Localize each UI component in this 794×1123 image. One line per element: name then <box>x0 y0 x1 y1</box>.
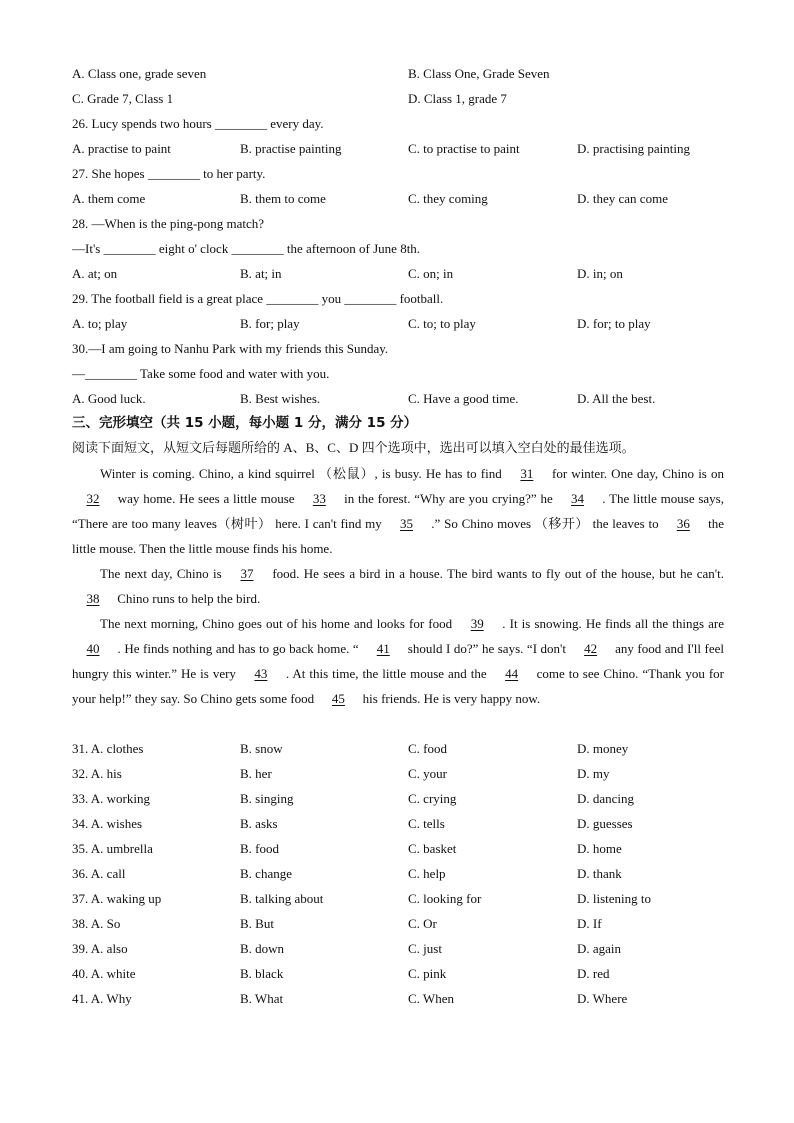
q41-option-a: 41. A. Why <box>72 991 132 1006</box>
blank-36: 36 <box>676 516 690 531</box>
q41-option-d: D. Where <box>577 991 628 1006</box>
q29-option-b: B. for; play <box>240 316 300 331</box>
passage-text: for winter. One day, Chino is on <box>547 466 724 481</box>
q41-option-c: C. When <box>408 991 454 1006</box>
q30-option-a: A. Good luck. <box>72 391 146 406</box>
blank-33: 33 <box>312 491 326 506</box>
q35-option-a: 35. A. umbrella <box>72 841 153 856</box>
q26-stem-part: every day. <box>267 116 324 131</box>
q34-option-c: C. tells <box>408 816 445 831</box>
q29-option-c: C. to; to play <box>408 316 476 331</box>
q39-option-b: B. down <box>240 941 285 956</box>
q28-stem-part: —It's <box>72 241 104 256</box>
q29-option-a: A. to; play <box>72 316 128 331</box>
q33-option-c: C. crying <box>408 791 457 806</box>
q28-stem-1: 28. —When is the ping-pong match? <box>72 216 265 231</box>
q40-option-a: 40. A. white <box>72 966 136 981</box>
passage-text: Winter is coming. Chino, a kind squirrel （松鼠）, is busy. He has to find <box>100 466 506 481</box>
q39-option-c: C. just <box>408 941 442 956</box>
q31-option-b: B. snow <box>240 741 283 756</box>
passage-text: . The little mouse says, “There are too many leaves（树叶） here. I can't find my <box>72 491 724 531</box>
q31-option-a: 31. A. clothes <box>72 741 144 756</box>
section-heading: 三、完形填空（共 15 小题，每小题 1 分，满分 15 分） <box>72 415 418 431</box>
q29-blank-1: ________ <box>266 291 319 306</box>
blank-42: 42 <box>584 641 598 656</box>
q28-option-a: A. at; on <box>72 266 118 281</box>
passage-text: way home. He sees a little mouse <box>114 491 299 506</box>
q36-option-a: 36. A. call <box>72 866 126 881</box>
q26-stem-part: 26. Lucy spends two hours <box>72 116 215 131</box>
q25-option-b: B. Class One, Grade Seven <box>408 66 550 81</box>
q30-blank: ________ <box>85 366 137 381</box>
q32-option-a: 32. A. his <box>72 766 122 781</box>
q38-option-b: B. But <box>240 916 274 931</box>
blank-31: 31 <box>520 466 534 481</box>
blank-44: 44 <box>505 666 519 681</box>
q37-option-b: B. talking about <box>240 891 324 906</box>
q30-stem-part: — <box>72 366 85 381</box>
q36-option-c: C. help <box>408 866 446 881</box>
q27-stem-part: to her party. <box>199 166 266 181</box>
q27-stem <box>72 165 265 183</box>
q28-option-c: C. on; in <box>408 266 454 281</box>
q28-stem-part: eight o' clock <box>155 241 232 256</box>
q36-option-d: D. thank <box>577 866 622 881</box>
q37-option-d: D. listening to <box>577 891 652 906</box>
q31-option-c: C. food <box>408 741 447 756</box>
passage-text: Chino runs to help the bird. <box>114 591 261 606</box>
q28-option-d: D. in; on <box>577 266 623 281</box>
q37-option-c: C. looking for <box>408 891 482 906</box>
q26-stem <box>72 115 324 133</box>
q35-option-b: B. food <box>240 841 279 856</box>
passage-text: .” So Chino moves （移开） the leaves to <box>427 516 663 531</box>
q40-option-d: D. red <box>577 966 610 981</box>
q26-option-a: A. practise to paint <box>72 141 171 156</box>
q29-stem <box>72 290 443 308</box>
q26-option-c: C. to practise to paint <box>408 141 520 156</box>
q29-stem-part: 29. The football field is a great place <box>72 291 267 306</box>
q40-option-b: B. black <box>240 966 284 981</box>
q27-blank: ________ <box>147 166 200 181</box>
q34-option-b: B. asks <box>240 816 278 831</box>
q27-option-b: B. them to come <box>240 191 326 206</box>
q39-option-d: D. again <box>577 941 622 956</box>
q28-option-b: B. at; in <box>240 266 282 281</box>
passage-paragraph-1 <box>72 461 724 561</box>
q32-option-c: C. your <box>408 766 447 781</box>
passage-text: . He finds nothing and has to go back home. “ <box>114 641 363 656</box>
q33-option-d: D. dancing <box>577 791 635 806</box>
q39-option-a: 39. A. also <box>72 941 128 956</box>
q28-stem-2 <box>72 240 420 258</box>
blank-41: 41 <box>376 641 390 656</box>
passage-text: the little mouse. Then the little mouse finds his home. <box>72 516 724 556</box>
passage-text: in the forest. “Why are you crying?” he <box>340 491 557 506</box>
q26-option-d: D. practising painting <box>577 141 691 156</box>
q27-option-a: A. them come <box>72 191 146 206</box>
q34-option-d: D. guesses <box>577 816 633 831</box>
q38-option-a: 38. A. So <box>72 916 121 931</box>
q26-option-b: B. practise painting <box>240 141 342 156</box>
q30-stem-part: Take some food and water with you. <box>137 366 330 381</box>
passage-text: food. He sees a bird in a house. The bird wants to fly out of the house, but he can't. <box>268 566 724 581</box>
q32-option-b: B. her <box>240 766 272 781</box>
passage-text: should I do?” he says. “I don't <box>404 641 570 656</box>
blank-40: 40 <box>86 641 100 656</box>
q30-stem-2 <box>72 365 329 383</box>
q37-option-a: 37. A. waking up <box>72 891 162 906</box>
blank-35: 35 <box>400 516 414 531</box>
q28-stem-part: the afternoon of June 8th. <box>283 241 421 256</box>
q25-option-a: A. Class one, grade seven <box>72 66 207 81</box>
blank-43: 43 <box>254 666 268 681</box>
blank-34: 34 <box>571 491 585 506</box>
q30-option-d: D. All the best. <box>577 391 656 406</box>
q29-stem-part: you <box>318 291 345 306</box>
passage-text: . It is snowing. He finds all the things are <box>498 616 725 631</box>
passage-text: The next day, Chino is <box>100 566 226 581</box>
q28-blank-2: ________ <box>231 241 284 256</box>
q30-stem-1: 30.—I am going to Nanhu Park with my friends this Sunday. <box>72 341 389 356</box>
q29-stem-part: football. <box>396 291 444 306</box>
q40-option-c: C. pink <box>408 966 447 981</box>
q41-option-b: B. What <box>240 991 284 1006</box>
passage-text: come to see Chino. “Thank you for your help!” they say. So Chino gets some food <box>72 666 724 706</box>
q35-option-c: C. basket <box>408 841 457 856</box>
q30-option-b: B. Best wishes. <box>240 391 321 406</box>
q33-option-b: B. singing <box>240 791 294 806</box>
q27-option-c: C. they coming <box>408 191 488 206</box>
blank-45: 45 <box>331 691 345 706</box>
q26-blank: ________ <box>215 116 267 131</box>
passage-text: The next morning, Chino goes out of his home and looks for food <box>100 616 457 631</box>
passage-text: . At this time, the little mouse and the <box>281 666 491 681</box>
q30-option-c: C. Have a good time. <box>408 391 519 406</box>
q36-option-b: B. change <box>240 866 292 881</box>
q32-option-d: D. my <box>577 766 610 781</box>
q29-option-d: D. for; to play <box>577 316 651 331</box>
passage-paragraph-2 <box>72 561 724 611</box>
q25-option-c: C. Grade 7, Class 1 <box>72 91 174 106</box>
q28-blank-1: ________ <box>103 241 156 256</box>
q33-option-a: 33. A. working <box>72 791 150 806</box>
q29-blank-2: ________ <box>344 291 397 306</box>
blank-38: 38 <box>86 591 100 606</box>
q38-option-d: D. If <box>577 916 602 931</box>
blank-39: 39 <box>470 616 484 631</box>
passage-paragraph-3 <box>72 611 724 711</box>
passage-text: any food and I'll feel hungry this winter.” He is very <box>72 641 724 681</box>
q35-option-d: D. home <box>577 841 622 856</box>
q38-option-c: C. Or <box>408 916 437 931</box>
q27-stem-part: 27. She hopes <box>72 166 148 181</box>
q25-option-d: D. Class 1, grade 7 <box>408 91 507 106</box>
q31-option-d: D. money <box>577 741 629 756</box>
q34-option-a: 34. A. wishes <box>72 816 143 831</box>
blank-32: 32 <box>86 491 100 506</box>
section-instruction: 阅读下面短文，从短文后每题所给的 A、B、C、D 四个选项中，选出可以填入空白处的最佳选项。 <box>72 440 635 455</box>
passage-text: his friends. He is very happy now. <box>359 691 541 706</box>
blank-37: 37 <box>240 566 254 581</box>
q27-option-d: D. they can come <box>577 191 668 206</box>
